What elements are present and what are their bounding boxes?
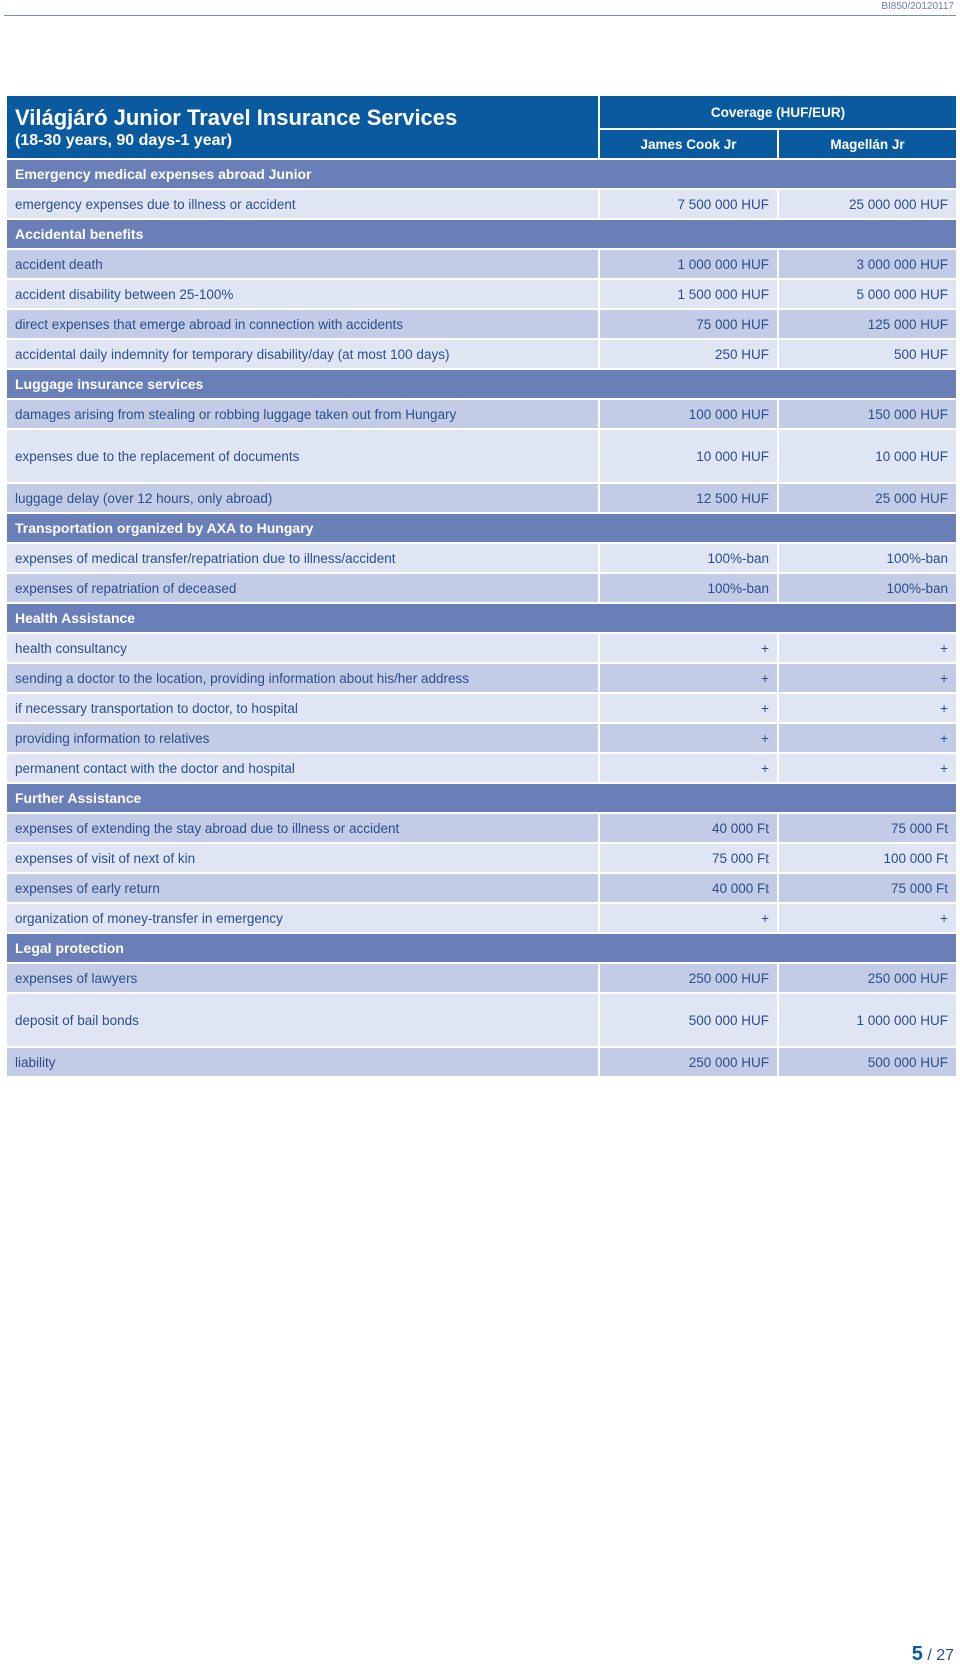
value-magellan: 25 000 HUF — [778, 483, 957, 513]
value-james-cook: 10 000 HUF — [599, 429, 778, 483]
value-james-cook: 75 000 HUF — [599, 309, 778, 339]
value-magellan: 25 000 000 HUF — [778, 189, 957, 219]
value-james-cook: 1 000 000 HUF — [599, 249, 778, 279]
value-james-cook: 40 000 Ft — [599, 813, 778, 843]
table-row — [6, 723, 957, 753]
value-james-cook: 250 HUF — [599, 339, 778, 369]
table-row — [6, 483, 957, 513]
table-body — [6, 159, 957, 1077]
value-magellan: 125 000 HUF — [778, 309, 957, 339]
section-title: Accidental benefits — [6, 219, 957, 249]
value-james-cook: + — [599, 663, 778, 693]
value-james-cook: 250 000 HUF — [599, 1047, 778, 1077]
row-label: expenses of repatriation of deceased — [6, 573, 599, 603]
row-label: accident death — [6, 249, 599, 279]
row-label: organization of money-transfer in emergency — [6, 903, 599, 933]
row-label: permanent contact with the doctor and hospital — [6, 753, 599, 783]
value-james-cook: 12 500 HUF — [599, 483, 778, 513]
section-title: Emergency medical expenses abroad Junior — [6, 159, 957, 189]
value-magellan: + — [778, 753, 957, 783]
table-row — [6, 249, 957, 279]
value-magellan: 75 000 Ft — [778, 873, 957, 903]
page-current: 5 — [911, 1643, 923, 1665]
header-rule — [4, 15, 956, 16]
coverage-table — [5, 94, 958, 1078]
table-row — [6, 963, 957, 993]
row-label: luggage delay (over 12 hours, only abroad) — [6, 483, 599, 513]
section-header — [6, 159, 957, 189]
column-header-magellan: Magellán Jr — [778, 129, 957, 159]
value-magellan: 3 000 000 HUF — [778, 249, 957, 279]
table-row — [6, 843, 957, 873]
section-header — [6, 369, 957, 399]
page-number — [912, 1642, 954, 1666]
row-label: expenses of extending the stay abroad due to illness or accident — [6, 813, 599, 843]
row-label: emergency expenses due to illness or accident — [6, 189, 599, 219]
row-label: expenses of early return — [6, 873, 599, 903]
value-james-cook: + — [599, 633, 778, 663]
table-row — [6, 189, 957, 219]
row-label: health consultancy — [6, 633, 599, 663]
table-row — [6, 813, 957, 843]
table-row — [6, 693, 957, 723]
section-title: Legal protection — [6, 933, 957, 963]
section-header — [6, 933, 957, 963]
value-magellan: 100 000 Ft — [778, 843, 957, 873]
table-title: Világjáró Junior Travel Insurance Services — [15, 104, 458, 130]
row-label: sending a doctor to the location, providing information about his/her address — [6, 663, 599, 693]
table-row — [6, 903, 957, 933]
value-magellan: + — [778, 723, 957, 753]
section-header — [6, 603, 957, 633]
value-james-cook: + — [599, 723, 778, 753]
row-label: direct expenses that emerge abroad in connection with accidents — [6, 309, 599, 339]
table-row — [6, 339, 957, 369]
row-label: expenses due to the replacement of documents — [6, 429, 599, 483]
value-james-cook: 500 000 HUF — [599, 993, 778, 1047]
value-james-cook: + — [599, 693, 778, 723]
value-james-cook: 250 000 HUF — [599, 963, 778, 993]
table-row — [6, 993, 957, 1047]
value-magellan: 250 000 HUF — [778, 963, 957, 993]
value-magellan: 100%-ban — [778, 543, 957, 573]
value-magellan: 100%-ban — [778, 573, 957, 603]
table-row — [6, 633, 957, 663]
column-header-james-cook: James Cook Jr — [599, 129, 778, 159]
value-magellan: 5 000 000 HUF — [778, 279, 957, 309]
value-james-cook: + — [599, 753, 778, 783]
coverage-header: Coverage (HUF/EUR) — [599, 95, 957, 129]
value-james-cook: 1 500 000 HUF — [599, 279, 778, 309]
table-row — [6, 873, 957, 903]
value-james-cook: 100 000 HUF — [599, 399, 778, 429]
value-james-cook: + — [599, 903, 778, 933]
section-title: Luggage insurance services — [6, 369, 957, 399]
document-code: BI850/20120117 — [881, 1, 954, 12]
row-label: accidental daily indemnity for temporary disability/day (at most 100 days) — [6, 339, 599, 369]
table-row — [6, 1047, 957, 1077]
section-title: Transportation organized by AXA to Hungary — [6, 513, 957, 543]
table-subtitle: (18-30 years, 90 days-1 year) — [15, 131, 233, 149]
value-james-cook: 75 000 Ft — [599, 843, 778, 873]
value-magellan: 500 000 HUF — [778, 1047, 957, 1077]
table-row — [6, 429, 957, 483]
section-header — [6, 219, 957, 249]
row-label: liability — [6, 1047, 599, 1077]
table-row — [6, 309, 957, 339]
value-magellan: + — [778, 663, 957, 693]
row-label: providing information to relatives — [6, 723, 599, 753]
table-row — [6, 573, 957, 603]
section-title: Further Assistance — [6, 783, 957, 813]
value-magellan: 500 HUF — [778, 339, 957, 369]
value-magellan: 10 000 HUF — [778, 429, 957, 483]
value-magellan: 75 000 Ft — [778, 813, 957, 843]
value-james-cook: 7 500 000 HUF — [599, 189, 778, 219]
value-magellan: + — [778, 903, 957, 933]
value-james-cook: 40 000 Ft — [599, 873, 778, 903]
table-row — [6, 543, 957, 573]
table-title-cell — [6, 95, 599, 159]
section-header — [6, 783, 957, 813]
section-header — [6, 513, 957, 543]
page-total: / 27 — [927, 1647, 954, 1664]
table-row — [6, 663, 957, 693]
value-james-cook: 100%-ban — [599, 573, 778, 603]
value-magellan: + — [778, 693, 957, 723]
table-row — [6, 399, 957, 429]
row-label: if necessary transportation to doctor, to hospital — [6, 693, 599, 723]
row-label: accident disability between 25-100% — [6, 279, 599, 309]
row-label: expenses of medical transfer/repatriation due to illness/accident — [6, 543, 599, 573]
row-label: deposit of bail bonds — [6, 993, 599, 1047]
value-magellan: + — [778, 633, 957, 663]
value-magellan: 1 000 000 HUF — [778, 993, 957, 1047]
table-row — [6, 279, 957, 309]
row-label: damages arising from stealing or robbing luggage taken out from Hungary — [6, 399, 599, 429]
section-title: Health Assistance — [6, 603, 957, 633]
value-magellan: 150 000 HUF — [778, 399, 957, 429]
table-row — [6, 753, 957, 783]
row-label: expenses of lawyers — [6, 963, 599, 993]
value-james-cook: 100%-ban — [599, 543, 778, 573]
row-label: expenses of visit of next of kin — [6, 843, 599, 873]
